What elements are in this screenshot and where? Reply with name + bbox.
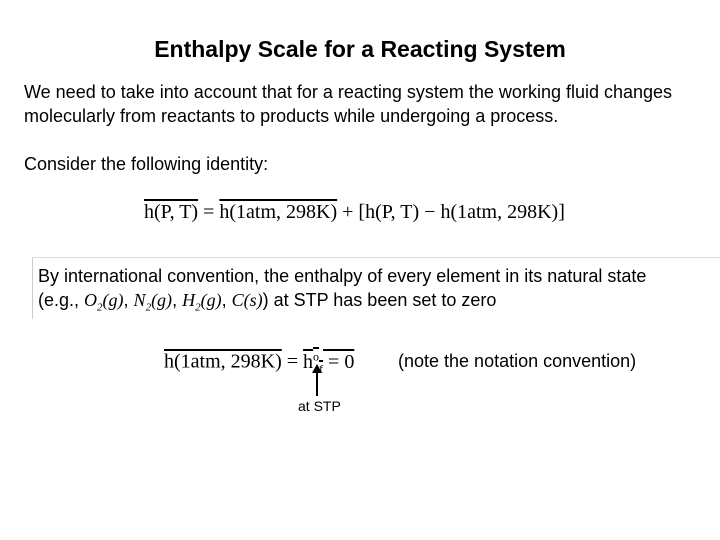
consider-text: Consider the following identity: (24, 154, 269, 174)
convention-line-1: By international convention, the enthalpy of every element in its natural state (38, 266, 647, 286)
example-o2: $O_2(g)$ (84, 290, 124, 314)
identity-equation: h(P, T) = h(1atm, 298K) + [h(P, T) − h(1atm, 298K)] (144, 201, 565, 223)
slide-title: Enthalpy Scale for a Reacting System (154, 36, 566, 62)
intro-paragraph: We need to take into account that for a reacting system the working fluid changes molecularly from reactants to products while undergoing a process. (24, 82, 673, 126)
equation-bracket-term: [h(P, T) − h(1atm, 298K)] (358, 201, 565, 223)
example-n2: $N_2(g)$ (133, 290, 173, 314)
reference-equation-rhs: $h^o_f = 0$ (303, 349, 355, 376)
reference-equation: h(1atm, $298K) = h^o_f = 0$ (164, 349, 355, 376)
notation-note: (note the notation convention) (398, 351, 637, 371)
equation-reference-term: h(1atm, 298K) (219, 201, 338, 223)
convention-text (38, 264, 646, 320)
equation-plus: + (342, 201, 354, 223)
example-c: C(s) (231, 290, 263, 310)
reference-equation-lhs: h(1atm, 298K) (164, 350, 282, 373)
example-h2: $H_2(g)$ (182, 290, 222, 314)
equation-lhs: h(P, T) (144, 201, 199, 223)
convention-line-2: (e.g., $O_2(g)$, $N_2(g)$, $H_2(g)$, C(s)) at STP has been set to zero (38, 290, 497, 314)
at-stp-label: at STP (298, 398, 341, 414)
up-arrow-icon (311, 364, 323, 396)
